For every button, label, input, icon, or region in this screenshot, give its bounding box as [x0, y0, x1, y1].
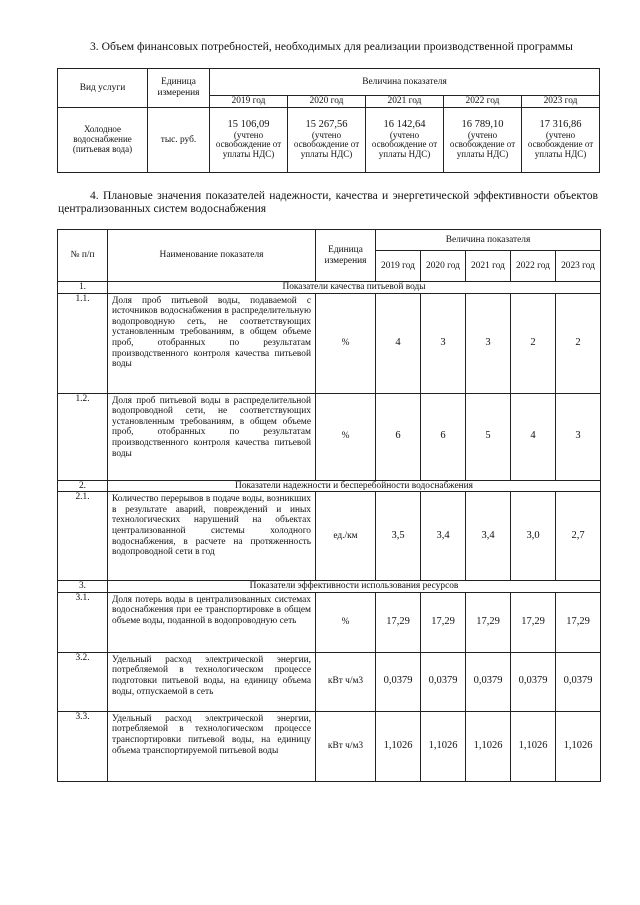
group-row [58, 581, 601, 593]
group-title: Показатели надежности и бесперебойности водоснабжения [108, 480, 601, 492]
header-name: Наименование показателя [108, 230, 316, 282]
value-cell: 17,29 [556, 592, 601, 652]
value-cell: 0,0379 [511, 652, 556, 711]
header-year: 2022 год [444, 96, 522, 108]
value-cell: 3 [421, 293, 466, 393]
indicators-table [57, 229, 601, 782]
header-value: Величина показателя [210, 69, 600, 96]
unit-cell: тыс. руб. [148, 108, 210, 173]
value-cell: 17,29 [511, 592, 556, 652]
unit-cell: ед./км [316, 492, 376, 581]
value-cell: 3,5 [376, 492, 421, 581]
value-cell: 16 789,10 (учтено освобождение от уплаты НДС) [444, 108, 522, 173]
table-row [58, 492, 601, 581]
header-year: 2019 год [376, 251, 421, 282]
value-cell: 1,1026 [511, 711, 556, 781]
row-num: 3.3. [58, 711, 108, 781]
group-row [58, 282, 601, 294]
group-row [58, 480, 601, 492]
value-cell: 4 [511, 393, 556, 480]
indicator-name: Количество перерывов в подаче воды, возникших в результате аварий, повреждений и иных технологических нарушений на объектах централизованной системы холодного водоснабжения, в расчете на протяженность водопроводной сети в год [108, 492, 316, 581]
value-cell: 4 [376, 293, 421, 393]
value-cell: 0,0379 [421, 652, 466, 711]
value-cell: 0,0379 [556, 652, 601, 711]
value-cell: 3,0 [511, 492, 556, 581]
header-year: 2023 год [556, 251, 601, 282]
table-row [58, 592, 601, 652]
value-cell: 17 316,86 (учтено освобождение от уплаты НДС) [522, 108, 600, 173]
header-year: 2022 год [511, 251, 556, 282]
table-row [58, 652, 601, 711]
value-cell: 17,29 [421, 592, 466, 652]
header-year: 2021 год [466, 251, 511, 282]
value-cell: 5 [466, 393, 511, 480]
financial-needs-table [57, 68, 600, 173]
group-num: 3. [58, 581, 108, 593]
row-num: 3.2. [58, 652, 108, 711]
value-cell: 1,1026 [556, 711, 601, 781]
header-year: 2020 год [421, 251, 466, 282]
value-cell: 2,7 [556, 492, 601, 581]
header-year: 2019 год [210, 96, 288, 108]
value-cell: 15 267,56 (учтено освобождение от уплаты НДС) [288, 108, 366, 173]
header-unit: Единица измерения [316, 230, 376, 282]
value-cell: 2 [556, 293, 601, 393]
indicator-name: Доля проб питьевой воды в распределительной водопроводной сети, не соответствующих установленным требованиям, в общем объеме проб, отобранных по результатам производственного контроля качества питьевой воды [108, 393, 316, 480]
row-num: 3.1. [58, 592, 108, 652]
value-cell: 1,1026 [421, 711, 466, 781]
group-num: 2. [58, 480, 108, 492]
value-cell: 6 [421, 393, 466, 480]
table-row [58, 293, 601, 393]
row-num: 1.1. [58, 293, 108, 393]
value-cell: 1,1026 [376, 711, 421, 781]
header-year: 2021 год [366, 96, 444, 108]
value-cell: 6 [376, 393, 421, 480]
unit-cell: кВт ч/м3 [316, 652, 376, 711]
header-unit: Единица измерения [148, 69, 210, 108]
value-cell: 3,4 [421, 492, 466, 581]
indicator-name: Доля потерь воды в централизованных системах водоснабжения при ее транспортировке в общем объеме воды, поданной в водопроводную сеть [108, 592, 316, 652]
indicator-name: Удельный расход электрической энергии, потребляемой в технологическом процессе транспортировки питьевой воды, на единицу объема транспортируемой питьевой воды [108, 711, 316, 781]
header-service: Вид услуги [58, 69, 148, 108]
header-year: 2020 год [288, 96, 366, 108]
value-cell: 17,29 [466, 592, 511, 652]
value-cell: 0,0379 [376, 652, 421, 711]
header-num: № п/п [58, 230, 108, 282]
row-num: 2.1. [58, 492, 108, 581]
value-cell: 3 [466, 293, 511, 393]
indicator-name: Удельный расход электрической энергии, потребляемой в технологическом процессе подготовки питьевой воды, на единицу объема воды, отпускаемой в сеть [108, 652, 316, 711]
value-cell: 3,4 [466, 492, 511, 581]
group-num: 1. [58, 282, 108, 294]
value-cell: 16 142,64 (учтено освобождение от уплаты НДС) [366, 108, 444, 173]
unit-cell: % [316, 293, 376, 393]
table-row [58, 393, 601, 480]
service-name: Холодное водоснабжение (питьевая вода) [58, 108, 148, 173]
value-cell: 15 106,09 (учтено освобождение от уплаты НДС) [210, 108, 288, 173]
indicator-name: Доля проб питьевой воды, подаваемой с источников водоснабжения в распределительную водопроводную сеть, не соответствующих установленным требованиям, в общем объеме проб, отобранных по результатам производственного контроля качества питьевой воды [108, 293, 316, 393]
table-row [58, 711, 601, 781]
unit-cell: % [316, 592, 376, 652]
group-title: Показатели эффективности использования ресурсов [108, 581, 601, 593]
section4-title: 4. Плановые значения показателей надежности, качества и энергетической эффективности объектов централизованных систем водоснабжения [58, 189, 598, 215]
row-num: 1.2. [58, 393, 108, 480]
header-value: Величина показателя [376, 230, 601, 251]
unit-cell: % [316, 393, 376, 480]
header-year: 2023 год [522, 96, 600, 108]
section3-title: 3. Объем финансовых потребностей, необходимых для реализации производственной программы [90, 40, 573, 53]
value-cell: 17,29 [376, 592, 421, 652]
value-cell: 0,0379 [466, 652, 511, 711]
table-row [58, 108, 600, 173]
unit-cell: кВт ч/м3 [316, 711, 376, 781]
value-cell: 2 [511, 293, 556, 393]
value-cell: 3 [556, 393, 601, 480]
value-cell: 1,1026 [466, 711, 511, 781]
group-title: Показатели качества питьевой воды [108, 282, 601, 294]
